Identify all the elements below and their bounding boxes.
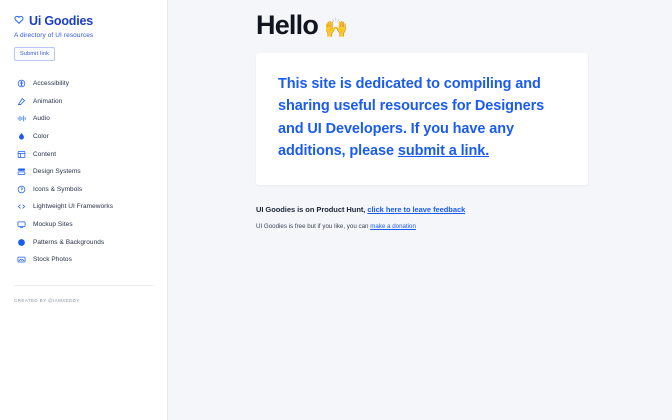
stock-photos-icon xyxy=(17,255,26,264)
patterns-icon xyxy=(17,238,26,247)
main-content xyxy=(168,0,672,420)
heart-icon xyxy=(14,15,24,27)
intro-card-text xyxy=(278,73,566,163)
audio-icon xyxy=(17,114,26,123)
submit-a-link-link[interactable]: submit a link. xyxy=(397,143,490,160)
intro-card-text-body: This site is dedicated to compiling and sharing useful resources for Designers and UI Developers. If you have any additions, please xyxy=(278,76,545,160)
sidebar-credit: CREATED BY @IAMSEEDY xyxy=(14,297,80,303)
sidebar-item-mockup-sites[interactable] xyxy=(14,216,153,234)
brand-subtitle: A directory of UI resources xyxy=(14,32,94,39)
sidebar xyxy=(0,0,168,420)
sidebar-item-accessibility[interactable] xyxy=(14,75,153,93)
sidebar-item-audio[interactable] xyxy=(14,110,153,128)
sidebar-item-design-systems[interactable] xyxy=(14,163,153,181)
color-drop-icon xyxy=(17,132,26,141)
design-systems-icon xyxy=(17,167,26,176)
sidebar-item-label: Stock Photos xyxy=(33,256,72,264)
accessibility-icon xyxy=(17,79,26,88)
product-hunt-line xyxy=(256,205,588,214)
submit-link-button[interactable]: Submit link xyxy=(14,47,55,61)
icons-symbols-icon xyxy=(17,185,26,194)
animation-icon xyxy=(17,97,26,106)
sidebar-item-label: Animation xyxy=(33,97,63,105)
sidebar-item-label: Lightweight UI Frameworks xyxy=(33,203,113,211)
brand-title: Ui Goodies xyxy=(29,14,93,28)
sidebar-item-content[interactable] xyxy=(14,145,153,163)
sidebar-divider xyxy=(14,285,153,286)
sidebar-item-icons-symbols[interactable] xyxy=(14,181,153,199)
sidebar-item-label: Color xyxy=(33,133,49,141)
sidebar-item-stock-photos[interactable] xyxy=(14,251,153,269)
donation-line xyxy=(256,223,588,230)
sidebar-item-label: Accessibility xyxy=(33,80,70,88)
sidebar-item-label: Icons & Symbols xyxy=(33,185,83,193)
intro-card xyxy=(256,53,588,185)
donation-text: UI Goodies is free but if you like, you can xyxy=(256,222,371,230)
make-a-donation-link[interactable]: make a donation xyxy=(370,222,416,230)
sidebar-item-label: Audio xyxy=(33,115,50,123)
raising-hands-emoji-icon: 🙌 xyxy=(324,18,348,39)
sidebar-item-label: Patterns & Backgrounds xyxy=(33,238,105,246)
mockup-icon xyxy=(17,220,26,229)
sidebar-item-label: Mockup Sites xyxy=(33,221,73,229)
sidebar-nav xyxy=(14,75,153,269)
sidebar-item-patterns-backgrounds[interactable] xyxy=(14,233,153,251)
brand[interactable] xyxy=(14,14,153,28)
sidebar-item-label: Design Systems xyxy=(33,168,81,176)
product-hunt-text: UI Goodies is on Product Hunt, xyxy=(256,204,368,214)
footer-notes xyxy=(256,205,588,230)
code-icon xyxy=(17,202,26,211)
content-icon xyxy=(17,150,26,159)
sidebar-item-lightweight-ui-frameworks[interactable] xyxy=(14,198,153,216)
page-title xyxy=(256,12,588,39)
sidebar-item-label: Content xyxy=(33,150,57,158)
sidebar-item-animation[interactable] xyxy=(14,93,153,111)
page-title-text: Hello xyxy=(256,10,319,40)
leave-feedback-link[interactable]: click here to leave feedback xyxy=(367,204,466,214)
sidebar-item-color[interactable] xyxy=(14,128,153,146)
